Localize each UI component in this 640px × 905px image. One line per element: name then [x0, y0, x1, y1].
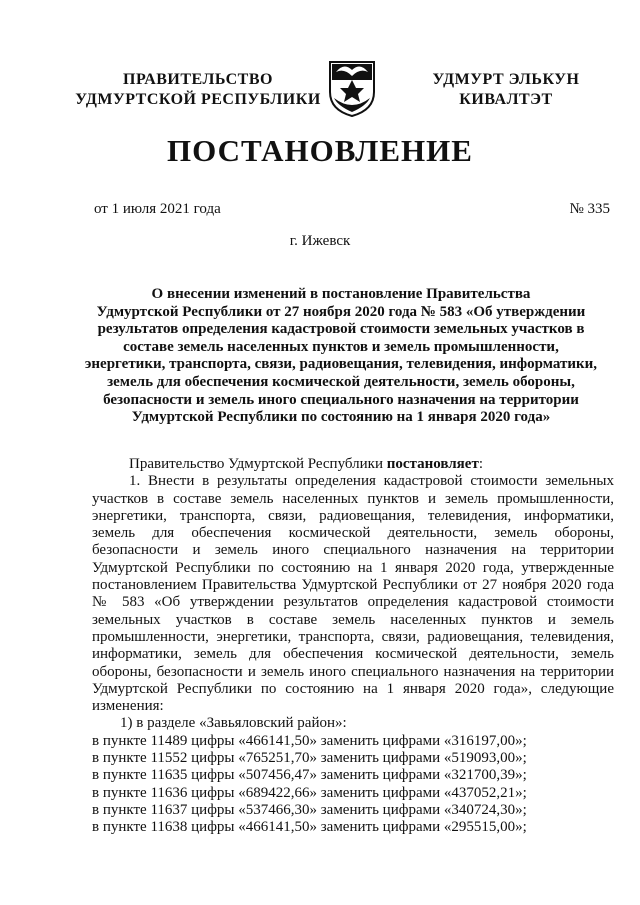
subject-line: Удмуртской Республики от 27 ноября 2020 года № 583 «Об утверждении	[96, 303, 586, 320]
change-line: в пункте 11552 цифры «765251,70» заменить цифрами «519093,00»;	[92, 750, 527, 767]
change-line: в пункте 11637 цифры «537466,30» заменить цифрами «340724,30»;	[92, 801, 527, 818]
subitem-line: 1) в разделе «Завьяловский район»:	[120, 715, 347, 732]
document-date: от 1 июля 2021 года	[94, 201, 221, 217]
paragraph-line: Удмуртской Республики по состоянию на 1 января 2020 года, утвержденные	[92, 559, 614, 576]
change-line: в пункте 11489 цифры «466141,50» заменить цифрами «316197,00»;	[92, 732, 527, 749]
intro-colon: :	[478, 456, 483, 472]
header-left	[72, 70, 324, 110]
document-city: г. Ижевск	[289, 233, 351, 249]
header-right	[404, 70, 608, 110]
intro-keyword: постановляет	[386, 456, 479, 472]
header-right-line-2: КИВАЛТЭТ	[459, 91, 553, 108]
paragraph-line: Удмуртской Республики по состоянию на 1 января 2020 года», следующие	[92, 680, 614, 697]
paragraph-line: изменения:	[92, 698, 164, 715]
document-number: № 335	[569, 201, 610, 217]
header-left-line-2: УДМУРТСКОЙ РЕСПУБЛИКИ	[75, 91, 321, 108]
document-subject	[80, 286, 602, 427]
subject-line: результатов определения кадастровой стоимости земельных участков в	[97, 321, 585, 338]
subject-line: О внесении изменений в постановление Правительства	[151, 286, 531, 302]
change-line: в пункте 11636 цифры «689422,66» заменить цифрами «437052,21»;	[92, 784, 527, 801]
subject-line: энергетики, транспорта, связи, радиовещания, телевидения, информатики,	[84, 356, 598, 373]
paragraph-line: постановлением Правительства Удмуртской Республики от 27 ноября 2020 года	[92, 577, 614, 594]
intro-text: Правительство Удмуртской Республики	[129, 456, 387, 472]
paragraph-line: безопасности и земель иного специального назначения на территории	[92, 542, 614, 559]
paragraph-line: энергетики, транспорта, связи, радиовещания, телевидения, информатики,	[92, 507, 614, 524]
paragraph-line: информатики, земель для обеспечения космической деятельности, земель	[92, 646, 614, 663]
udmurt-coat-of-arms-icon	[326, 58, 378, 118]
header-right-line-1: УДМУРТ ЭЛЬКУН	[432, 71, 580, 88]
paragraph-line: земель для обеспечения космической деятельности, земель обороны,	[92, 525, 614, 542]
header-left-line-1: ПРАВИТЕЛЬСТВО	[123, 71, 273, 88]
paragraph-line: 1. Внести в результаты определения кадастровой стоимости земельных	[129, 473, 614, 490]
change-line: в пункте 11638 цифры «466141,50» заменить цифрами «295515,00»;	[92, 819, 527, 836]
document-title: ПОСТАНОВЛЕНИЕ	[167, 133, 473, 168]
document-body	[92, 456, 614, 837]
subject-line: безопасности и земель иного специального назначения на территории	[103, 391, 579, 408]
paragraph-line: № 583 «Об утверждении результатов определения кадастровой стоимости	[92, 594, 614, 611]
subject-line: составе земель населенных пунктов и земель промышленности,	[123, 338, 559, 355]
paragraph-line: участков в составе земель населенных пунктов и земель промышленности,	[92, 490, 614, 507]
subject-line: Удмуртской Республики по состоянию на 1 января 2020 года»	[131, 409, 551, 426]
intro-line	[92, 456, 614, 473]
subject-line: земель для обеспечения космической деятельности, земель обороны,	[107, 373, 575, 390]
paragraph-line: обороны, безопасности и земель иного специального назначения на территории	[92, 663, 614, 680]
paragraph-line: земельных участков в составе земель населенных пунктов и земель	[92, 611, 614, 628]
change-line: в пункте 11635 цифры «507456,47» заменить цифрами «321700,39»;	[92, 767, 527, 784]
paragraph-line: промышленности, энергетики, транспорта, связи, радиовещания, телевидения,	[92, 628, 614, 645]
